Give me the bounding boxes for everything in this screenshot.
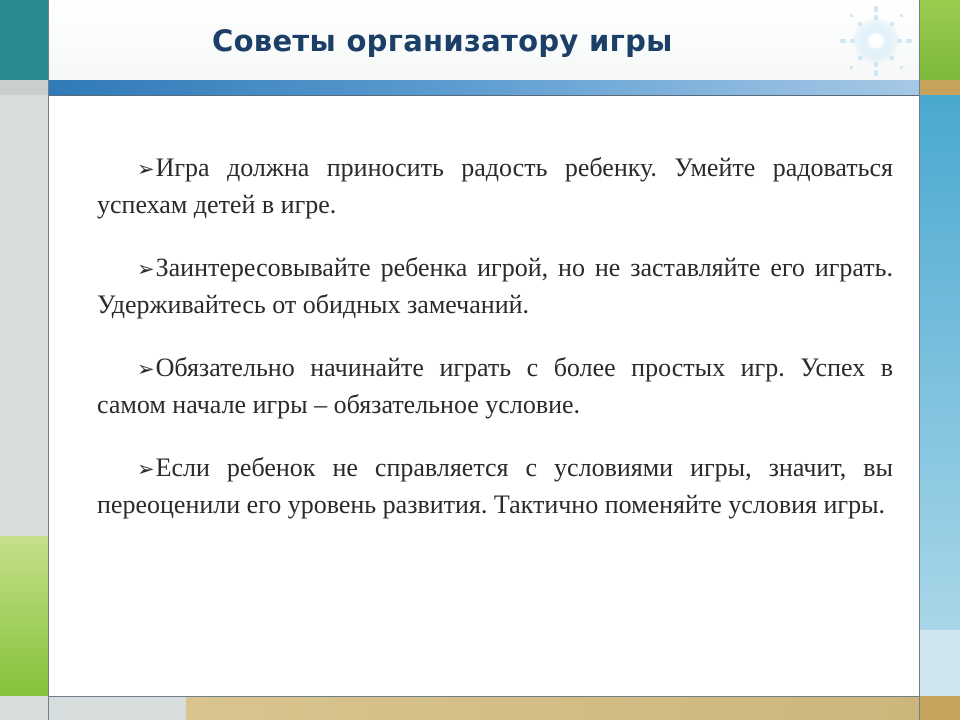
bullet-text: Обязательно начинайте играть с более простых игр. Успех в самом начале игры – обязательное условие. — [97, 353, 893, 419]
left-green-block — [0, 536, 48, 696]
right-frame-line — [919, 0, 920, 720]
sparkle-star-icon — [832, 4, 916, 78]
arrowhead-bullet-icon: ➢ — [137, 457, 155, 481]
left-gray-strip — [0, 80, 48, 95]
right-lightblue-block — [920, 630, 960, 696]
left-gray-panel — [0, 95, 48, 536]
right-green-block — [920, 0, 960, 80]
arrowhead-bullet-icon: ➢ — [137, 357, 155, 381]
bullet-text: Заинтересовывайте ребенка игрой, но не заставляйте его играть. Удерживайтесь от обидных замечаний. — [97, 253, 893, 319]
bullet-item — [97, 350, 893, 422]
arrowhead-bullet-icon: ➢ — [137, 157, 155, 181]
bullet-item — [97, 250, 893, 322]
bullet-text: Игра должна приносить радость ребенку. Умейте радоваться успехам детей в игре. — [97, 153, 893, 219]
bottom-left-block — [48, 696, 186, 720]
arrowhead-bullet-icon: ➢ — [137, 257, 155, 281]
bottom-bar — [186, 696, 920, 720]
left-frame-line — [48, 0, 49, 720]
bottom-divider-line — [48, 696, 920, 697]
bullet-text: Если ребенок не справляется с условиями игры, значит, вы переоценили его уровень развития. Тактично поменяйте условия игры. — [97, 453, 893, 519]
title-underline-bar — [48, 80, 920, 95]
left-bottom-block — [0, 696, 48, 720]
bullet-list — [97, 150, 893, 550]
left-teal-block — [0, 0, 48, 80]
bullet-item — [97, 150, 893, 222]
right-bottom-block — [920, 696, 960, 720]
right-blue-panel — [920, 95, 960, 630]
bullet-item — [97, 450, 893, 522]
right-gold-strip — [920, 80, 960, 95]
slide-title: Советы организатору игры — [212, 24, 673, 58]
